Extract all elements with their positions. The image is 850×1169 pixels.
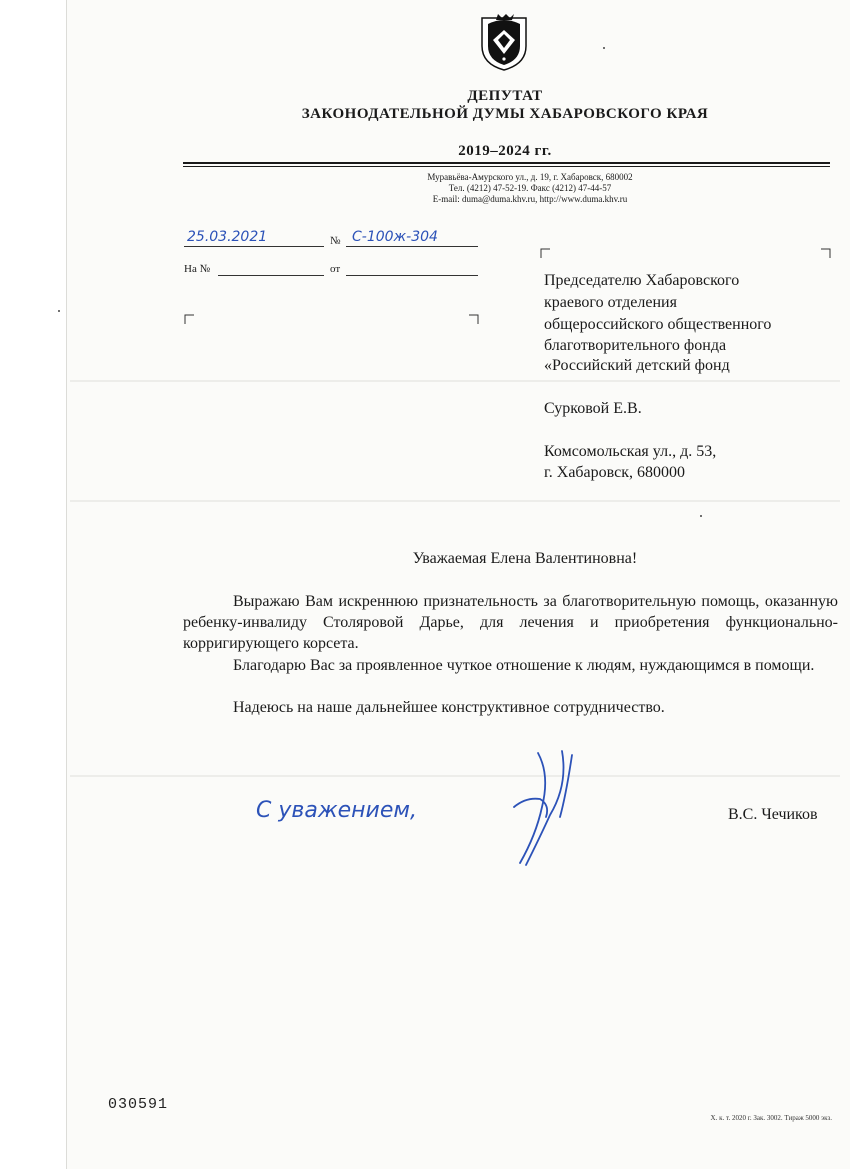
scan-left-margin xyxy=(0,0,67,1169)
coat-of-arms-icon xyxy=(476,10,532,72)
addressee-line: Председателю Хабаровского xyxy=(544,272,740,289)
corner-mark xyxy=(469,314,479,324)
header-term: 2019–2024 гг. xyxy=(458,143,552,159)
from-label: от xyxy=(330,263,341,275)
body-paragraph: Благодарю Вас за проявленное чуткое отношение к людям, нуждающимся в помощи. xyxy=(233,657,815,674)
scan-speck xyxy=(58,310,60,312)
scan-speck xyxy=(603,47,605,49)
print-info: Х. к. т. 2020 г. Зак. 3002. Тираж 5000 экз. xyxy=(710,1114,832,1122)
body-paragraph: Выражаю Вам искреннюю признательность за благотворительную помощь, оказанную ребенку-инвалиду Столяровой Дарье, для лечения и приобретения функционально-корригирующего корсета. xyxy=(183,593,838,652)
scan-speck xyxy=(700,515,702,517)
contact-web: E-mail: duma@duma.khv.ru, http://www.duma.khv.ru xyxy=(432,194,628,204)
header-subtitle: ЗАКОНОДАТЕЛЬНОЙ ДУМЫ ХАБАРОВСКОГО КРАЯ xyxy=(301,106,709,122)
registration-date: 25.03.2021 xyxy=(187,229,268,245)
signer-name: В.С. Чечиков xyxy=(728,806,818,823)
corner-mark xyxy=(540,248,550,258)
signature-closing: С уважением, xyxy=(256,798,417,823)
from-line xyxy=(346,275,478,276)
number-label: № xyxy=(330,235,341,247)
addressee-line: общероссийского общественного xyxy=(544,316,772,333)
header-title: ДЕПУТАТ xyxy=(467,88,543,104)
greeting: Уважаемая Елена Валентиновна! xyxy=(412,550,638,567)
header-rule xyxy=(183,162,830,164)
date-line xyxy=(184,246,324,247)
number-line xyxy=(346,246,478,247)
addressee-line: «Российский детский фонд xyxy=(544,357,730,374)
registration-number: С-100ж-304 xyxy=(352,229,438,245)
reply-line xyxy=(218,275,324,276)
addressee-city: г. Хабаровск, 680000 xyxy=(544,464,685,481)
addressee-line: благотворительного фонда xyxy=(544,337,727,354)
addressee-street: Комсомольская ул., д. 53, xyxy=(544,443,717,460)
contact-address: Муравьёва-Амурского ул., д. 19, г. Хабаровск, 680002 xyxy=(427,172,633,182)
addressee-name: Сурковой Е.В. xyxy=(544,400,642,417)
header-rule xyxy=(183,166,830,167)
handwritten-signature xyxy=(250,745,590,875)
reply-label: На № xyxy=(184,263,211,275)
corner-mark xyxy=(821,248,831,258)
body-paragraph: Надеюсь на наше дальнейшее конструктивное сотрудничество. xyxy=(233,699,665,716)
scan-band xyxy=(70,500,840,502)
contact-phone: Тел. (4212) 47-52-19. Факс (4212) 47-44-57 xyxy=(448,183,612,193)
addressee-line: краевого отделения xyxy=(544,294,677,311)
corner-mark xyxy=(184,314,194,324)
form-serial-number: 030591 xyxy=(108,1096,169,1113)
scan-band xyxy=(70,380,840,382)
